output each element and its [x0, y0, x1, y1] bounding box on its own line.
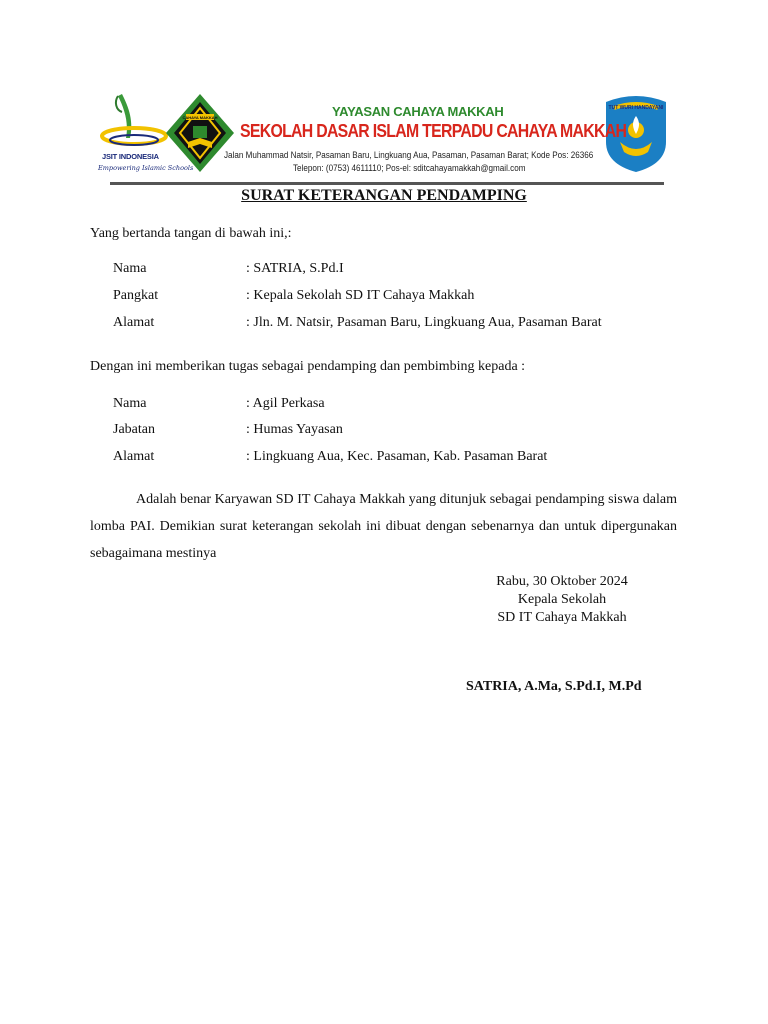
school-logo-caption: CAHAYA MAKKAH	[182, 115, 218, 120]
signer-rank-value: : Kepala Sekolah SD IT Cahaya Makkah	[246, 288, 475, 303]
sign-role: Kepala Sekolah	[517, 592, 607, 607]
jsit-logo-name: JSIT INDONESIA	[102, 152, 159, 161]
assignee-address-label: Alamat	[113, 449, 155, 464]
assignee-name-label: Nama	[113, 396, 147, 411]
assignee-name-value: : Agil Perkasa	[246, 396, 325, 411]
signer-name: SATRIA, A.Ma, S.Pd.I, M.Pd	[466, 679, 642, 694]
letterhead	[96, 88, 674, 186]
school-address: Jalan Muhammad Natsir, Pasaman Baru, Lingkuang Aua, Pasaman, Pasaman Barat; Kode Pos: 26366	[224, 150, 594, 160]
school-name: SEKOLAH DASAR ISLAM TERPADU CAHAYA MAKKAH	[240, 121, 627, 141]
document-title: SURAT KETERANGAN PENDAMPING	[241, 187, 527, 204]
signer-address-label: Alamat	[113, 315, 155, 330]
tut-wuri-motto: TUT WURI HANDAYANI	[608, 105, 664, 111]
assignment-text: Dengan ini memberikan tugas sebagai pendamping dan pembimbing kepada :	[90, 359, 526, 374]
signer-rank-label: Pangkat	[113, 288, 159, 303]
assignee-position-label: Jabatan	[113, 422, 155, 437]
intro-text: Yang bertanda tangan di bawah ini,:	[90, 226, 292, 241]
signer-address-value: : Jln. M. Natsir, Pasaman Baru, Lingkuang Aua, Pasaman Barat	[246, 315, 602, 330]
sign-school: SD IT Cahaya Makkah	[497, 610, 627, 625]
signer-name-value: : SATRIA, S.Pd.I	[246, 261, 344, 276]
assignee-address-value: : Lingkuang Aua, Kec. Pasaman, Kab. Pasaman Barat	[246, 449, 548, 464]
letterhead-divider	[110, 182, 664, 185]
school-contact: Telepon: (0753) 4611110; Pos-el: sditcahayamakkah@gmail.com	[293, 163, 526, 173]
foundation-name: YAYASAN CAHAYA MAKKAH	[332, 104, 504, 119]
signer-name-label: Nama	[113, 261, 147, 276]
statement-paragraph: Adalah benar Karyawan SD IT Cahaya Makkah yang ditunjuk sebagai pendamping siswa dalam lomba PAI. Demikian surat keterangan sekolah ini dibuat dengan sebenarnya dan untuk dipergunakan sebagaimana mestinya	[90, 492, 677, 561]
jsit-logo-tagline: Empowering Islamic Schools	[98, 164, 194, 172]
school-logo-icon	[164, 92, 236, 174]
assignee-position-value: : Humas Yayasan	[246, 422, 343, 437]
sign-date: Rabu, 30 Oktober 2024	[496, 574, 628, 589]
